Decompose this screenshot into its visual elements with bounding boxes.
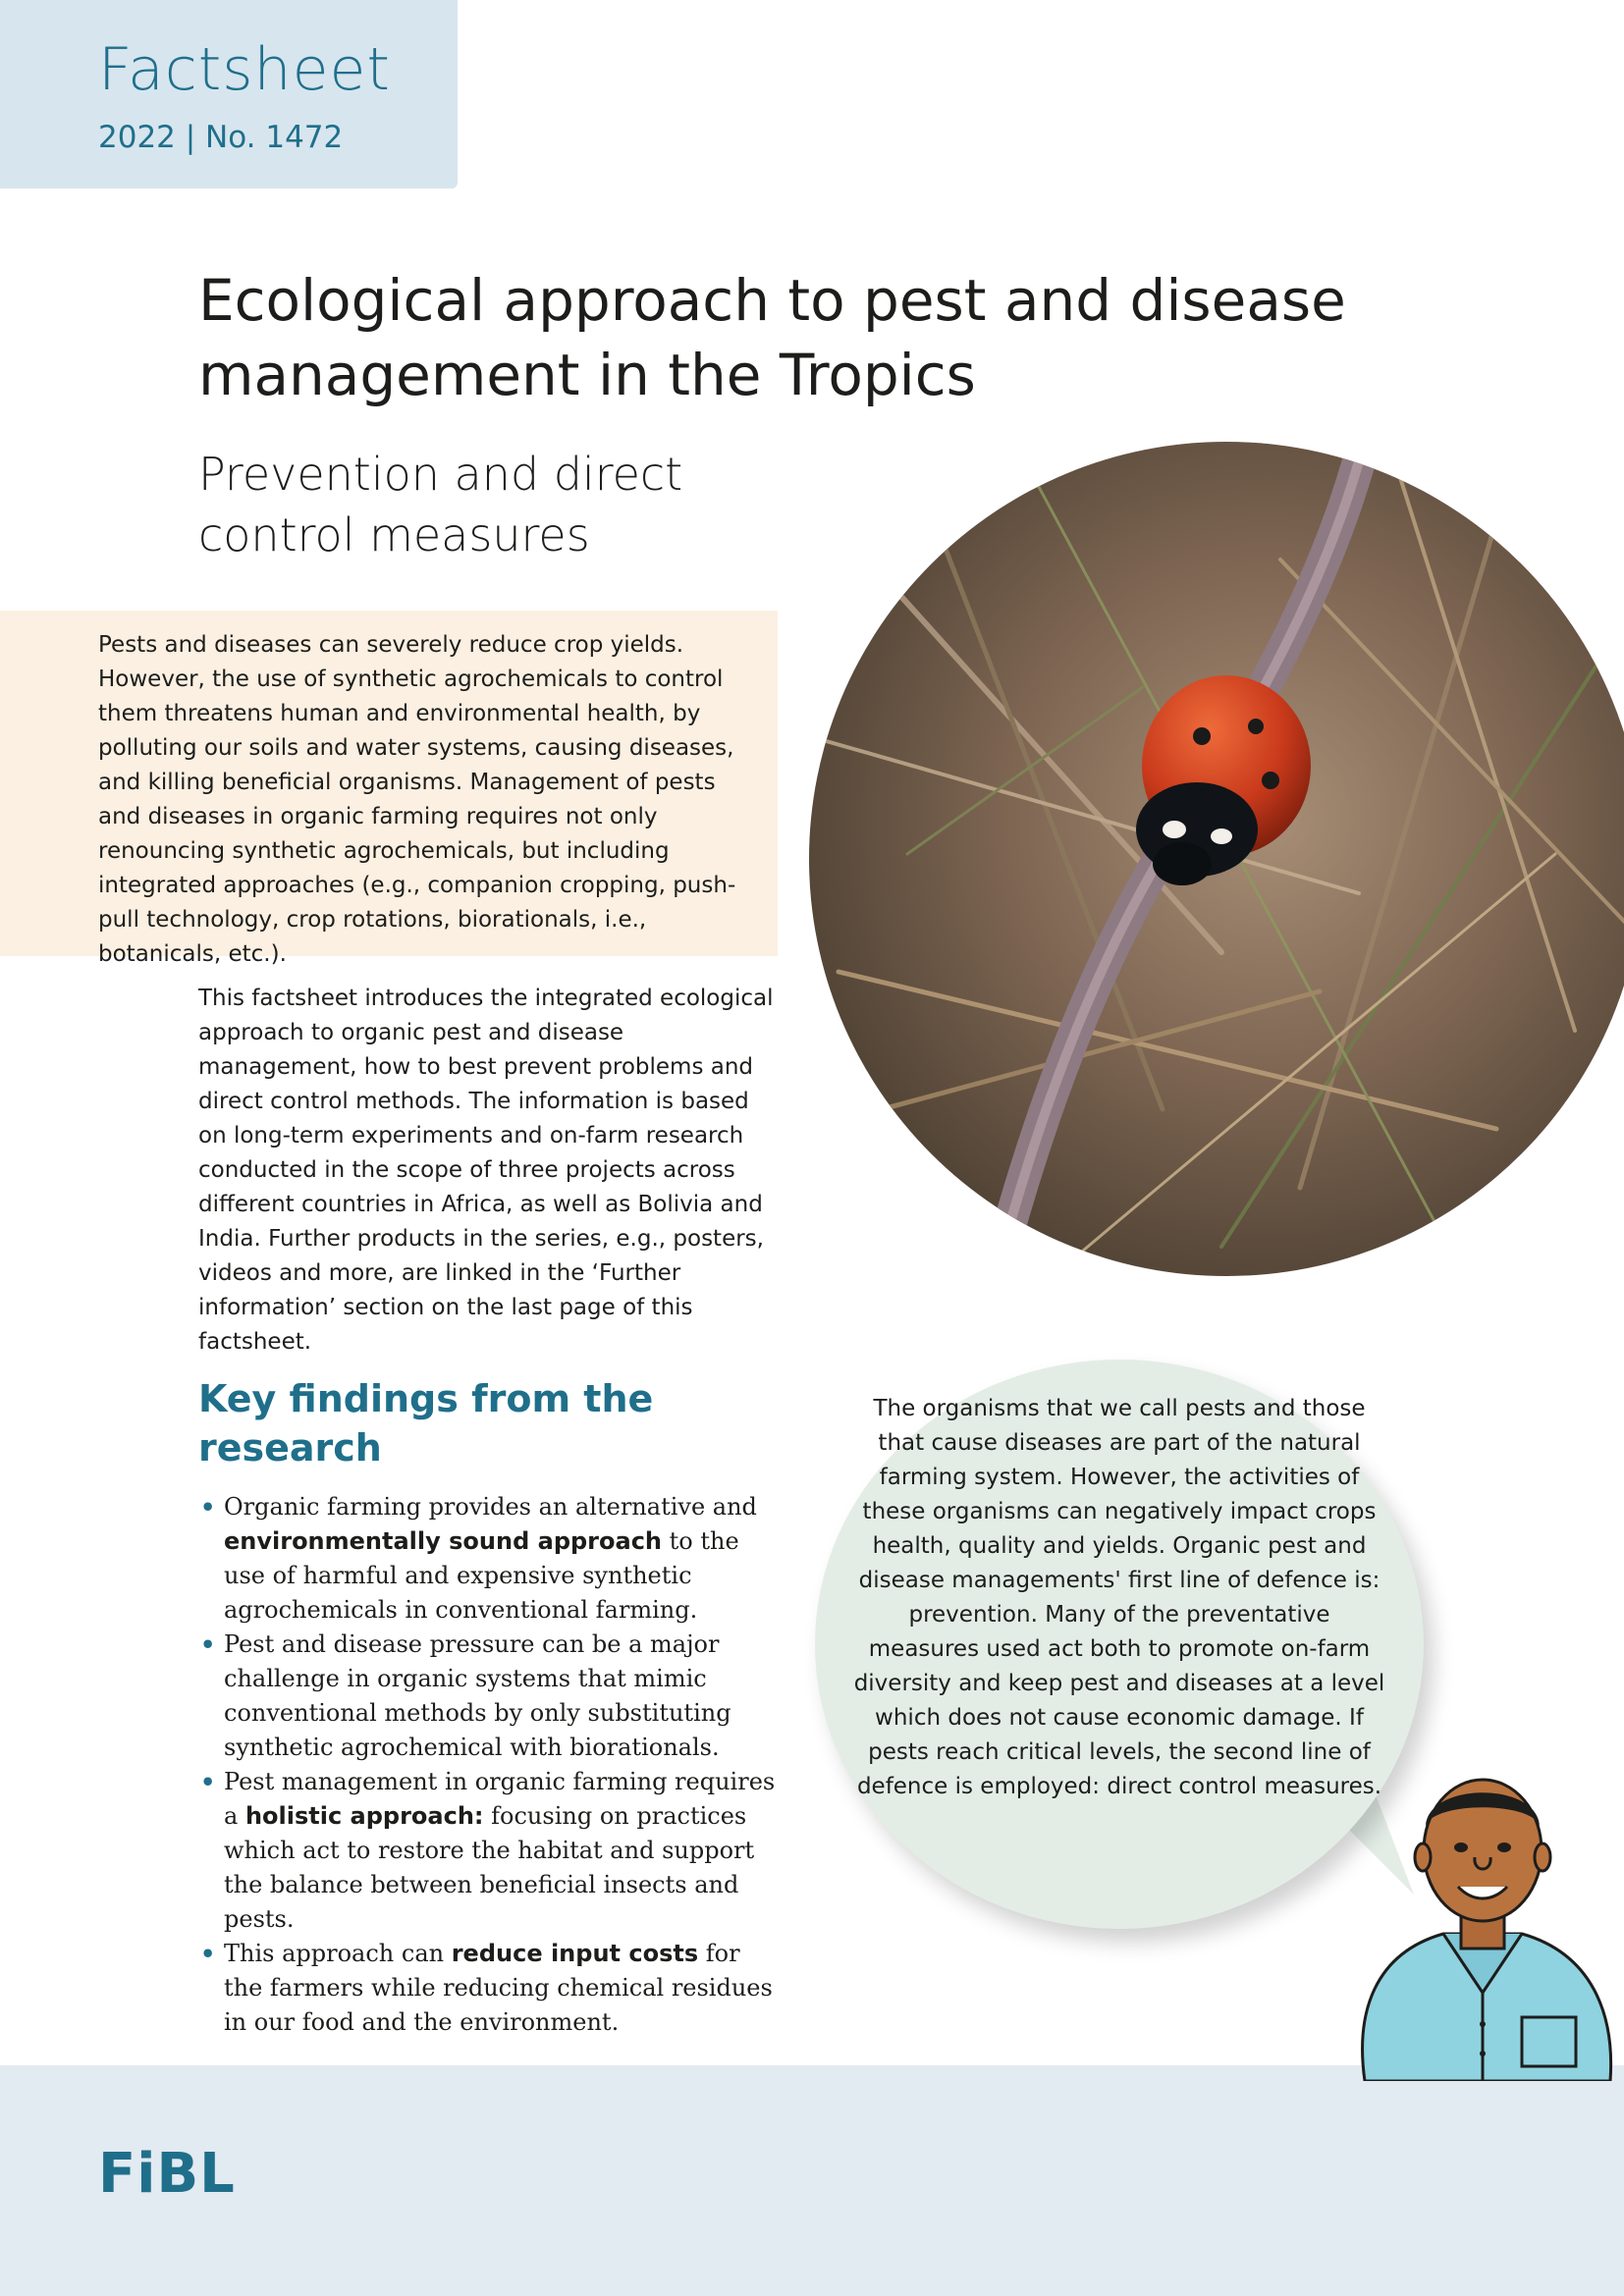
list-item: • Pest and disease pressure can be a major challenge in organic systems that mimic conventional methods by only substituting synthetic agrochemical with biorationals. <box>198 1628 778 1765</box>
list-item: • This approach can reduce input costs for the farmers while reducing chemical residues in our food and the environment. <box>198 1937 778 2040</box>
bullet-icon: • <box>200 1940 216 1968</box>
list-item: • Pest management in organic farming requires a holistic approach: focusing on practices which act to restore the habitat and support the balance between beneficial insects and pests. <box>198 1765 778 1937</box>
header-title: Factsheet <box>98 35 391 104</box>
list-item: • Organic farming provides an alternative and environmentally sound approach to the use of harmful and expensive synthetic agrochemicals in conventional farming. <box>198 1490 778 1628</box>
intro-text: Pests and diseases can severely reduce crop yields. However, the use of synthetic agrochemicals to control them threatens human and environmental health, by polluting our soils and water systems, causing diseases, and killing beneficial organisms. Management of pests and diseases in organic farming requires not only renouncing synthetic agrochemicals, but including integrated approaches (e.g., companion cropping, push-pull technology, crop rotations, biorationals, i.e., botanicals, etc.). <box>98 632 736 967</box>
header-issue: 2022 | No. 1472 <box>98 120 344 155</box>
speech-bubble-text: The organisms that we call pests and those that cause diseases are part of the natural farming system. However, the activities of these organisms can negatively impact crops health, quality and yields. Organic pest and disease managements' first line of defence is: prevention. Many of the preventative measures used act both to promote on-farm diversity and keep pest and diseases at a level which does not cause economic damage. If pests reach critical levels, the second line of defence is employed: direct control measures. <box>853 1396 1385 1799</box>
fibl-logo: FiBL <box>98 2142 236 2206</box>
page-subtitle: Prevention and direct control measures <box>198 448 683 561</box>
bullet-icon: • <box>200 1630 216 1659</box>
key-findings-list <box>198 1490 778 2040</box>
key-findings-title: Key findings from the research <box>198 1377 654 1469</box>
bullet-icon: • <box>200 1493 216 1522</box>
ladybug-image <box>809 442 1624 1276</box>
body-text: This factsheet introduces the integrated ecological approach to organic pest and disease management, how to best prevent problems and direct control methods. The information is based on long-term experiments and on-farm research conducted in the scope of three projects across different countries in Africa, as well as Bolivia and India. Further products in the series, e.g., posters, videos and more, are linked in the ‘Further information’ section on the last page of this factsheet. <box>198 986 774 1355</box>
ladybug-photo <box>809 442 1624 1276</box>
farmer-illustration <box>1335 1767 1624 2081</box>
bullet-icon: • <box>200 1768 216 1796</box>
footer <box>0 2065 1624 2296</box>
page-title: Ecological approach to pest and disease management in the Tropics <box>198 267 1346 408</box>
